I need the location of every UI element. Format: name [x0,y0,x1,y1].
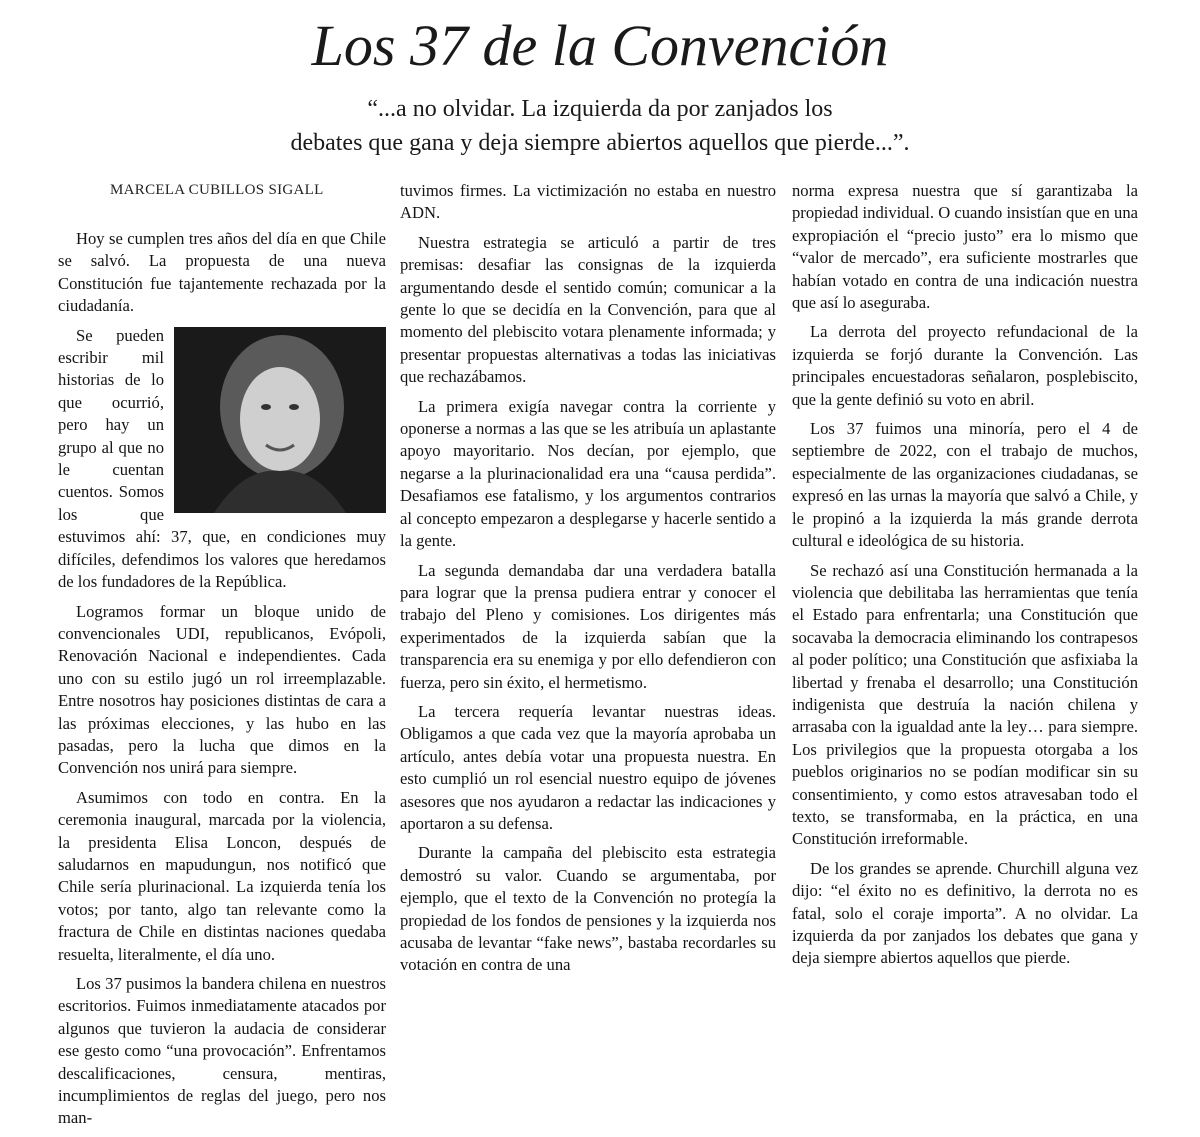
paragraph: De los grandes se aprende. Churchill alguna vez dijo: “el éxito no es definitivo, la derrota no es fatal, solo el coraje importa”. A no olvidar. La izquierda da por zanjados los debates que gana y deja siempre abiertos aquellos que pierde. [792,858,1138,968]
column-1 [58,228,386,1137]
paragraph: Asumimos con todo en contra. En la ceremonia inaugural, marcada por la violencia, la presidenta Elisa Loncon, después de saludarnos en mapudungun, nos notificó que Chile sería plurinacional. La izquierda tenía los votos; por tanto, algo tan relevante como la fractura de Chile en distintas naciones quedaba resuelta, literalmente, el día uno. [58,787,386,964]
paragraph: La derrota del proyecto refundacional de la izquierda se forjó durante la Convención. Las principales encuestadoras señalaron, posplebiscito, que la gente definió su voto en abril. [792,322,1138,409]
paragraph: Los 37 fuimos una minoría, pero el 4 de septiembre de 2022, con el trabajo de muchos, especialmente de las organizaciones ciudadanas, se expresó en las urnas la mayoría que salvó a Chile, y le propinó a la izquierda la más grande derrota cultural e ideológica de su historia. [792,419,1138,551]
deck-line-1: “...a no olvidar. La izquierda da por zanjados los [367,96,833,122]
paragraph: Nuestra estrategia se articuló a partir de tres premisas: desafiar las consignas de la izquierda argumentando desde el sentido común; comunicar a la gente lo que se decidía en la Convención, para que al momento del plebiscito votara plenamente informada; y presentar propuestas alternativas a todas las iniciativas que rechazábamos. [400,232,776,387]
column-3 [792,180,1138,977]
paragraph: Logramos formar un bloque unido de convencionales UDI, republicanos, Evópoli, Renovación Nacional e independientes. Cada uno con su estilo jugó un rol irreemplazable. Entre nosotros hay posiciones distintas de cara a las próximas elecciones, y las hubo en las pasadas, pero la lucha que dimos en la Convención nos unirá para siempre. [58,601,386,778]
paragraph: Se pueden escribir mil historias de lo que ocurrió, pero hay un grupo al que no le cuentan cuentos. Somos los que estuvimos ahí: 37, que, en condiciones muy difíciles, defendimos los valores que heredamos de los fundadores de la República. [58,325,386,592]
author-byline: MARCELA CUBILLOS SIGALL [110,182,324,198]
paragraph: tuvimos firmes. La victimización no estaba en nuestro ADN. [400,181,776,223]
column-2 [400,180,776,984]
paragraph: Los 37 pusimos la bandera chilena en nuestros escritorios. Fuimos inmediatamente atacados por algunos que tuvieron la audacia de considerar ese gesto como “una provocación”. Enfrentamos descalificaciones, censura, mentiras, incumplimientos de reglas del juego, pero nos man- [58,974,386,1128]
paragraph: La primera exigía navegar contra la corriente y oponerse a normas a las que se les atribuía un aplastante apoyo mayoritario. Nos decían, por ejemplo, que negarse a la plurinacionalidad era una “causa perdida”. Desafiamos ese fatalismo, y los argumentos contrarios al concepto empezaron a desplegarse y hacerle sentido a la gente. [400,396,776,551]
paragraph: norma expresa nuestra que sí garantizaba la propiedad individual. O cuando insistían que en una expropiación el “precio justo” era lo mismo que “valor de mercado”, era suficiente mostrarles que habían votado en contra de una indicación nuestra que así lo aseguraba. [792,181,1138,313]
paragraph: La tercera requería levantar nuestras ideas. Obligamos a que cada vez que la mayoría aprobaba un artículo, antes debía votar una propuesta nuestra. En esto cumplió un rol esencial nuestro equipo de jóvenes asesores que nos ayudaron a redactar las indicaciones y aportaron a su defensa. [400,701,776,833]
article-deck [200,92,1000,160]
paragraph: Durante la campaña del plebiscito esta estrategia demostró su valor. Cuando se argumentaba, por ejemplo, que el texto de la Convención no protegía la propiedad de los fondos de pensiones y la izquierda nos acusaba de levantar “fake news”, bastaba recordarles su votación en contra de una [400,843,776,975]
paragraph: Hoy se cumplen tres años del día en que Chile se salvó. La propuesta de una nueva Constitución fue tajantemente rechazada por la ciudadanía. [58,229,386,316]
author-photo [174,327,386,513]
paragraph: Se rechazó así una Constitución hermanada a la violencia que debilitaba las herramientas que tenía el Estado para enfrentarla; una Constitución que socavaba la democracia eliminando los contrapesos al poder político; una Constitución que asfixiaba la libertad y frenaba el desarrollo; una Constitución indigenista que destruía la nación chilena y arrasaba con la igualdad ante la ley… para siempre. Los privilegios que la propuesta otorgaba a los pueblos originarios no se podían modificar sin su consentimiento, y como estos atravesaban todo el texto, se transformaba, en la práctica, en una Constitución irreformable. [792,560,1138,849]
paragraph: La segunda demandaba dar una verdadera batalla para lograr que la prensa pudiera entrar y conocer el trabajo del Pleno y comisiones. Los dirigentes más experimentados de la izquierda sabían que la transparencia era su enemiga y por ello defendieron con fuerza, pero sin éxito, el hermetismo. [400,560,776,692]
article-title: Los 37 de la Convención [311,13,889,78]
deck-line-2: debates que gana y deja siempre abiertos aquellos que pierde...”. [290,130,910,156]
